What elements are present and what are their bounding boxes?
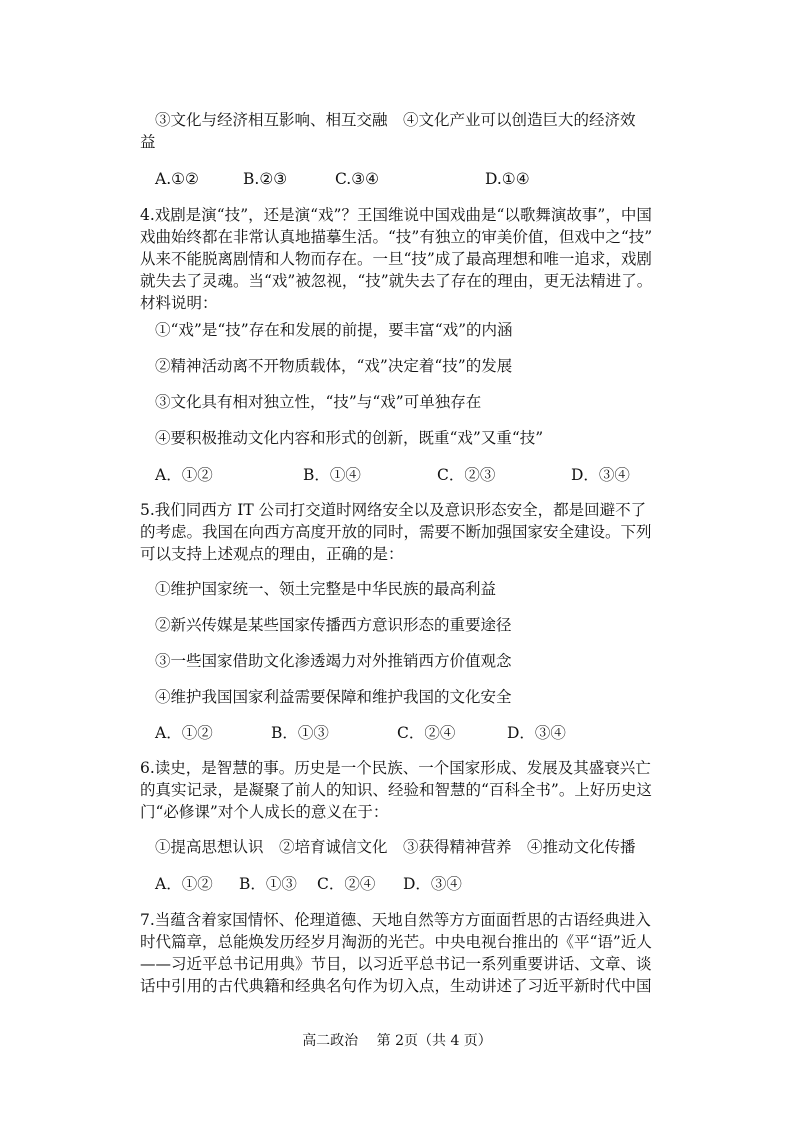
q6-items: ①提高思想认识 ②培育诚信文化 ③获得精神营养 ④推动文化传播 [155, 838, 636, 856]
q4-stem-line-4: 就失去了灵魂。当“戏”被忽视，“技”就失去了存在的理由，更无法精进了。 [140, 272, 653, 290]
q5-option-b: B．①③ [271, 724, 329, 742]
q3-option-a: A.①② [155, 170, 199, 188]
q5-stem-line-2: 的考虑。我国在向西方高度开放的同时，需要不断加强国家安全建设。下列 [140, 523, 652, 541]
q7-stem-line-3: ——习近平总书记用典》节目，以习近平总书记一系列重要讲话、文章、谈 [140, 955, 652, 973]
q3-options [155, 169, 715, 189]
q6-option-c: C．②④ [317, 875, 376, 893]
q4-stem-line-3: 从来不能脱离剧情和人物而存在。一旦“技”成了最高理想和唯一追求，戏剧 [140, 250, 652, 268]
q5-item-3: ③一些国家借助文化渗透竭力对外推销西方价值观念 [155, 652, 512, 670]
q6-stem-line-3: 门“必修课”对个人成长的意义在于： [140, 803, 389, 821]
q4-item-4: ④要积极推动文化内容和形式的创新，既重“戏”又重“技” [155, 429, 544, 447]
q5-option-c: C．②④ [397, 724, 456, 742]
q4-item-3: ③文化具有相对独立性，“技”与“戏”可单独存在 [155, 393, 482, 411]
q5-item-2: ②新兴传媒是某些国家传播西方意识形态的重要途径 [155, 616, 512, 634]
q4-stem-line-1: 4.戏剧是演“技”，还是演“戏”？王国维说中国戏曲是“以歌舞演故事”，中国 [140, 206, 652, 224]
q5-options [155, 723, 715, 743]
q5-item-4: ④维护我国国家利益需要保障和维护我国的文化安全 [155, 688, 512, 706]
q6-option-b: B．①③ [239, 875, 297, 893]
q5-item-1: ①维护国家统一、领土完整是中华民族的最高利益 [155, 580, 497, 598]
q3-option-d: D.①④ [485, 170, 530, 188]
q3-option-b: B.②③ [243, 170, 288, 188]
q4-options [155, 465, 715, 485]
q6-options [155, 874, 715, 894]
q4-option-d: D．③④ [571, 466, 630, 484]
q5-option-d: D．③④ [507, 724, 566, 742]
page-footer: 高二政治 第 2页（共 4 页） [302, 1033, 492, 1049]
q5-option-a: A．①② [155, 724, 213, 742]
q7-stem-line-4: 话中引用的古代典籍和经典名句作为切入点，生动讲述了习近平新时代中国 [140, 977, 652, 995]
q4-item-2: ②精神活动离不开物质载体，“戏”决定着“技”的发展 [155, 357, 513, 375]
q4-option-a: A．①② [155, 466, 213, 484]
q6-stem-line-2: 的真实记录，是凝聚了前人的知识、经验和智慧的“百科全书”。上好历史这 [140, 781, 652, 799]
q3-line-1: ③文化与经济相互影响、相互交融 ④文化产业可以创造巨大的经济效 [155, 111, 636, 129]
q5-stem-line-3: 可以支持上述观点的理由，正确的是： [140, 545, 404, 563]
q6-option-a: A．①② [155, 875, 213, 893]
q3-option-c: C.③④ [335, 170, 380, 188]
q6-stem-line-1: 6.读史，是智慧的事。历史是一个民族、一个国家形成、发展及其盛衰兴亡 [140, 759, 651, 777]
q4-option-b: B．①④ [303, 466, 361, 484]
q3-line-2: 益 [140, 133, 156, 151]
q6-option-d: D．③④ [403, 875, 462, 893]
q4-stem-line-5: 材料说明： [140, 294, 218, 312]
q4-item-1: ①“戏”是“技”存在和发展的前提，要丰富“戏”的内涵 [155, 321, 513, 339]
q7-stem-line-1: 7.当蕴含着家国情怀、伦理道德、天地自然等方方面面哲思的古语经典进入 [140, 911, 651, 929]
q5-stem-line-1: 5.我们同西方 IT 公司打交道时网络安全以及意识形态安全，都是回避不了 [140, 501, 647, 519]
q4-option-c: C．②③ [437, 466, 496, 484]
q7-stem-line-2: 时代篇章，总能焕发历经岁月淘沥的光芒。中央电视台推出的《平“语”近人 [140, 933, 652, 951]
q4-stem-line-2: 戏曲始终都在非常认真地描摹生活。“技”有独立的审美价值，但戏中之“技” [140, 228, 653, 246]
